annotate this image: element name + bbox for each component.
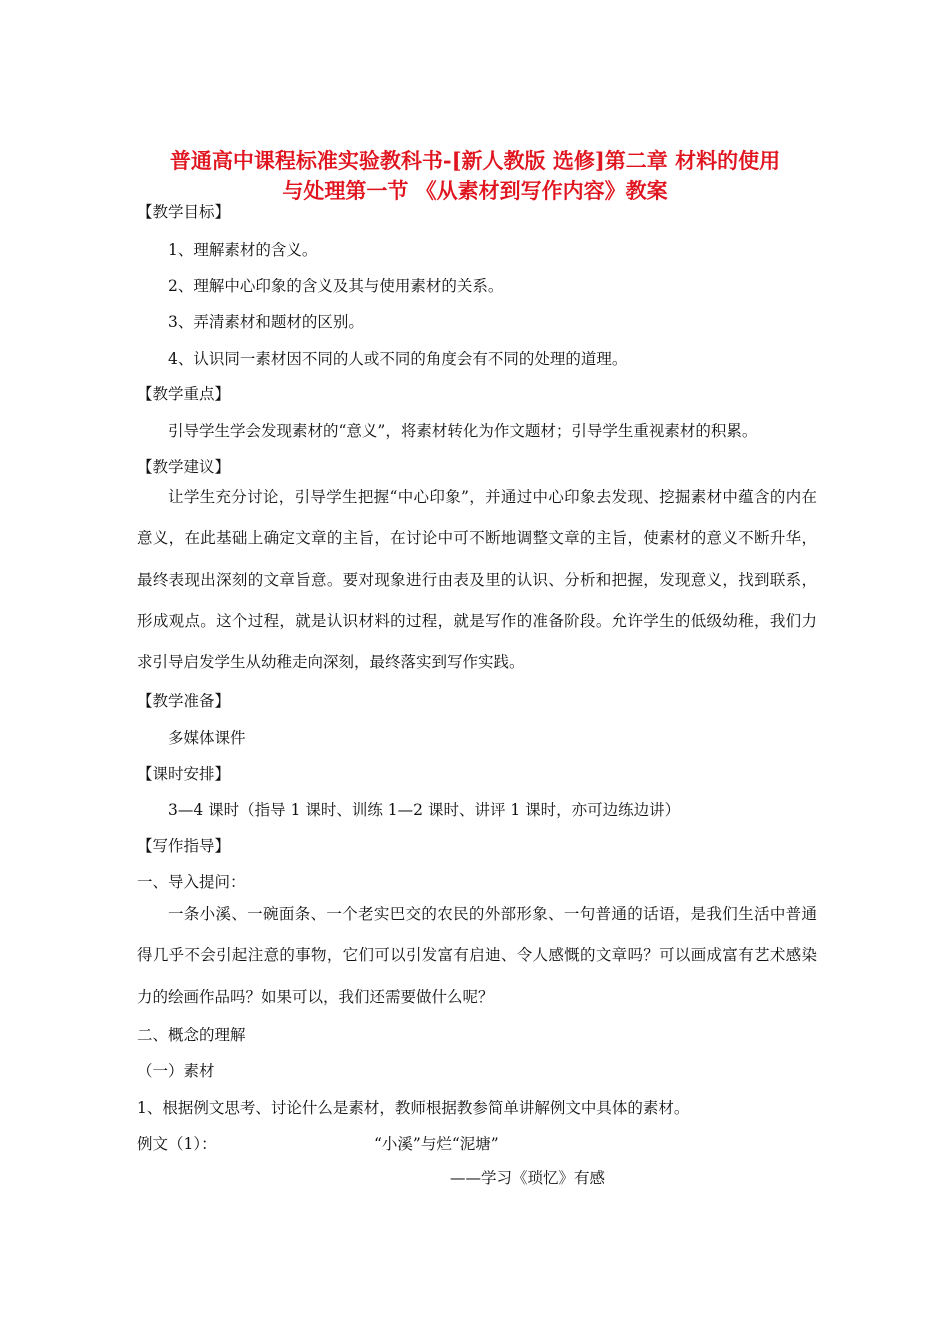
title-line-2: 与处理第一节 《从素材到写作内容》教案	[282, 178, 668, 203]
example-subtitle: ——学习《琐忆》有感	[450, 1169, 606, 1187]
goal-item-3: 3、弄清素材和题材的区别。	[168, 313, 364, 331]
example-title: “小溪”与烂“泥塘”	[374, 1135, 499, 1153]
suggestion-heading: 【教学建议】	[137, 458, 231, 476]
subsection-1-heading: （一）素材	[137, 1062, 215, 1080]
guidance-heading: 【写作指导】	[137, 837, 231, 855]
schedule-heading: 【课时安排】	[137, 765, 231, 783]
goal-item-1: 1、理解素材的含义。	[168, 241, 318, 259]
preparation-text: 多媒体课件	[168, 729, 246, 747]
focus-heading: 【教学重点】	[137, 385, 231, 403]
section-1-heading: 一、导入提问：	[137, 873, 246, 891]
intro-text: 一条小溪、一碗面条、一个老实巴交的农民的外部形象、一句普通的话语，是我们生活中普通得几乎不会引起注意的事物，它们可以引发富有启迪、令人感慨的文章吗？可以画成富有艺术感染力的绘画作品吗？如果可以，我们还需要做什么呢？	[137, 905, 817, 1006]
example-label: 例文（1）：	[137, 1135, 217, 1153]
preparation-heading: 【教学准备】	[137, 692, 231, 710]
goals-heading: 【教学目标】	[137, 203, 231, 221]
focus-text: 引导学生学会发现素材的“意义”，将素材转化为作文题材；引导学生重视素材的积累。	[168, 422, 758, 440]
suggestion-text: 让学生充分讨论，引导学生把握“中心印象”，并通过中心印象去发现、挖掘素材中蕴含的内在意义，在此基础上确定文章的主旨，在讨论中可不断地调整文章的主旨，使素材的意义不断升华，最终表现出深刻的文章旨意。要对现象进行由表及里的认识、分析和把握，发现意义，找到联系，形成观点。这个过程，就是认识材料的过程，就是写作的准备阶段。允许学生的低级幼稚，我们力求引导启发学生从幼稚走向深刻，最终落实到写作实践。	[137, 488, 817, 672]
goal-item-2: 2、理解中心印象的含义及其与使用素材的关系。	[168, 277, 504, 295]
goal-item-4: 4、认识同一素材因不同的人或不同的角度会有不同的处理的道理。	[168, 350, 628, 368]
title-line-1: 普通高中课程标准实验教科书-[新人教版 选修]第二章 材料的使用	[169, 148, 781, 173]
section-2-heading: 二、概念的理解	[137, 1026, 246, 1044]
document-title	[120, 146, 830, 206]
schedule-text: 3—4 课时（指导 1 课时、训练 1—2 课时、讲评 1 课时，亦可边练边讲）	[168, 801, 681, 819]
item-1-text: 1、根据例文思考、讨论什么是素材，教师根据教参简单讲解例文中具体的素材。	[137, 1099, 690, 1117]
